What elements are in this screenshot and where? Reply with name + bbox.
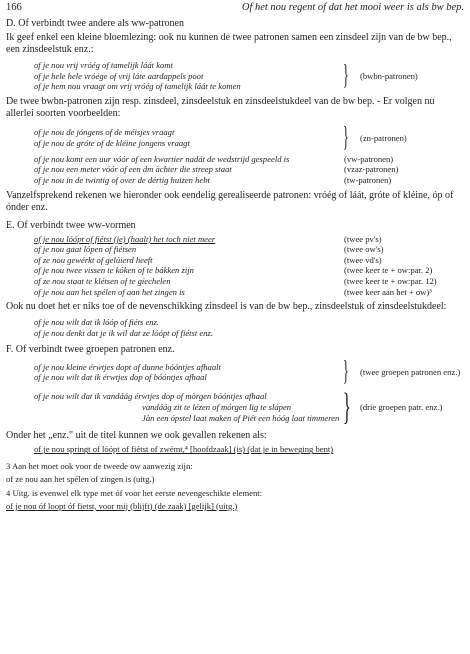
footnote-number: 3 (6, 460, 11, 471)
example-line: of je nou twee vissen te kóken of te bákken zijn (34, 265, 194, 276)
example-line: of je nou een meter vóór of een dm àchter die streep staat (34, 164, 232, 175)
example-tag: (twee keer te + ow:par. 2) (344, 265, 433, 276)
example-line: of je nou in de twintig of over de dértig huizen hebt (34, 174, 210, 185)
right-brace: } (342, 356, 349, 388)
example-tag: (twee vd's) (344, 254, 382, 265)
example-lines (6, 362, 340, 383)
section-d-heading: D. Of verbindt twee andere als ww-patronen (6, 18, 184, 29)
main-content (6, 18, 464, 511)
right-brace: } (342, 59, 349, 91)
example-line: of je nou denkt dat je ik wil dat ze lóópt of fiétst enz. (34, 327, 214, 338)
example-line: of je nou vrij vróég of tamelijk láát komt (34, 60, 173, 70)
page-header (6, 2, 464, 13)
footnote-number: 4 (6, 488, 11, 499)
example-tag: (vzaz-patronen) (344, 164, 399, 175)
example-line: of je nou kleine érwtjes dopt of dunne bóóntjes afhaalt (34, 361, 221, 372)
section-d-outro: Vanzelfsprekend rekenen we hieronder ook eendelig gerealiseerde patronen: vróég of láát, gróte of kléine, óp of ónder enz. (6, 189, 454, 213)
example-tag: (twee pv's) (344, 233, 382, 244)
example-line: Jàn een ópstel laat maken of Piét een hóóg laat timmeren (142, 412, 340, 423)
example-line: of je nou komt een uur vóór of een kwartier nadát de wedstrijd gespeeld is (34, 153, 290, 164)
example-tag: (twee keer aan het + ow)³ (344, 286, 432, 297)
section-e-outro: Ook nu doet het er niks toe of de nevenschikking zinsdeel is van de bw bep., zinsdeelstuk of zinsdeelstukdeel: (6, 301, 447, 313)
example-lines (6, 60, 340, 92)
section-d-intro: Ik geef enkel een kleine bloemlezing: ook nu kunnen de twee patronen samen een zinsdeel zijn van de bw bep., een zinsdeelstuk enz.: (6, 32, 452, 55)
example-line: of je nou wilt dat ik érwtjes dop of bóóntjes afhaal (34, 372, 207, 383)
footnote (6, 461, 464, 472)
example-tag: (drie groepen patr. enz.) (360, 402, 443, 413)
example-tag: (zn-patronen) (360, 132, 407, 143)
section-d-mid: De twee bwbn-patronen zijn resp. zinsdeel, zinsdeelstuk en zinsdeelstukdeel van de bw bep. - Er volgen nu allerlei soorten voorbeelden: (6, 95, 435, 119)
example-lines (6, 127, 340, 148)
footnote-example: of je nou óf loopt óf fietst, voor mij (blijft) (de zaak) [gelijk] (uitg.) (6, 500, 238, 511)
footnote-text: Uitg. is evenwel elk type met óf voor het eerste nevengeschikte element: (12, 488, 263, 499)
footnote (6, 488, 464, 499)
example-tag: (tw-patronen) (344, 174, 392, 185)
example-group-f1 (6, 358, 464, 386)
example-tag: (twee ow's) (344, 244, 384, 255)
section-f-outro: Onder het „enz." uit de titel kunnen we ook gevallen rekenen als: (6, 430, 267, 442)
example-lines-e2 (6, 317, 464, 338)
example-line: of je nou wilt dat ik vandáág érwtjes dop of mòrgen bóóntjes afhaal (34, 391, 267, 402)
example-line: vandáág zit te lézen of mórgen lig te slápen (142, 402, 292, 413)
example-group-zn (6, 121, 464, 153)
example-line: of je nou aan het spélen of aan het zingen is (34, 286, 185, 297)
example-tag: (twee keer te + ow:par. 12) (344, 275, 437, 286)
example-line: of je nou de gróte of de kléine jongens vraagt (34, 137, 190, 148)
page-number: 166 (6, 2, 22, 13)
example-line: of je hem nou vraagt om vrij vróég of tamelijk láát te komen (34, 81, 241, 92)
right-brace: } (342, 121, 349, 153)
example-group-f2 (6, 386, 464, 429)
example-line: of je nou lóópt of fiétst (je) (haalt) het toch niet meer (34, 233, 216, 244)
footnote-example: of ze nou aan het spélen of zingen is (uitg.) (6, 473, 155, 484)
example-tag: (twee groepen patronen enz.) (360, 367, 461, 378)
example-line: of je nou wilt dat ik lóóp of fiéts enz. (34, 317, 160, 328)
example-lines (6, 391, 340, 423)
example-line: of ze nou gewérkt of gelúierd heeft (34, 254, 153, 265)
running-title: Of het nou regent of dat het mooi weer is als bw bep. (241, 2, 464, 13)
section-f-heading: F. Of verbindt twee groepen patronen enz. (6, 344, 175, 356)
example-group-bwbn (6, 60, 464, 92)
footnote-text: Aan het moet ook voor de tweede ow aanwezig zijn: (11, 460, 193, 471)
section-e-heading: E. Of verbindt twee ww-vormen (6, 219, 136, 231)
example-line: of je hele hele vróége of vrij láte aardappels poot (34, 70, 204, 81)
example-line: of je nou gaat lópen of fiétsen (34, 244, 137, 255)
example-list-e (6, 234, 464, 298)
example-list-d (6, 154, 464, 186)
example-line: of je nou de jóngens of de méisjes vraagt (34, 127, 175, 138)
footnotes (6, 461, 464, 511)
example-tag: (bwbn-patronen) (360, 70, 418, 81)
right-brace: } (342, 386, 351, 429)
example-tag: (vw-patronen) (344, 153, 394, 164)
example-line: of ze nou staat te klétsen of te gíechelen (34, 275, 171, 286)
example-line-f3: of je nou springt of lóópt of fiétst of zwémt,⁴ [hoofdzaak] (is) (dat je in beweging bent) (34, 444, 334, 455)
